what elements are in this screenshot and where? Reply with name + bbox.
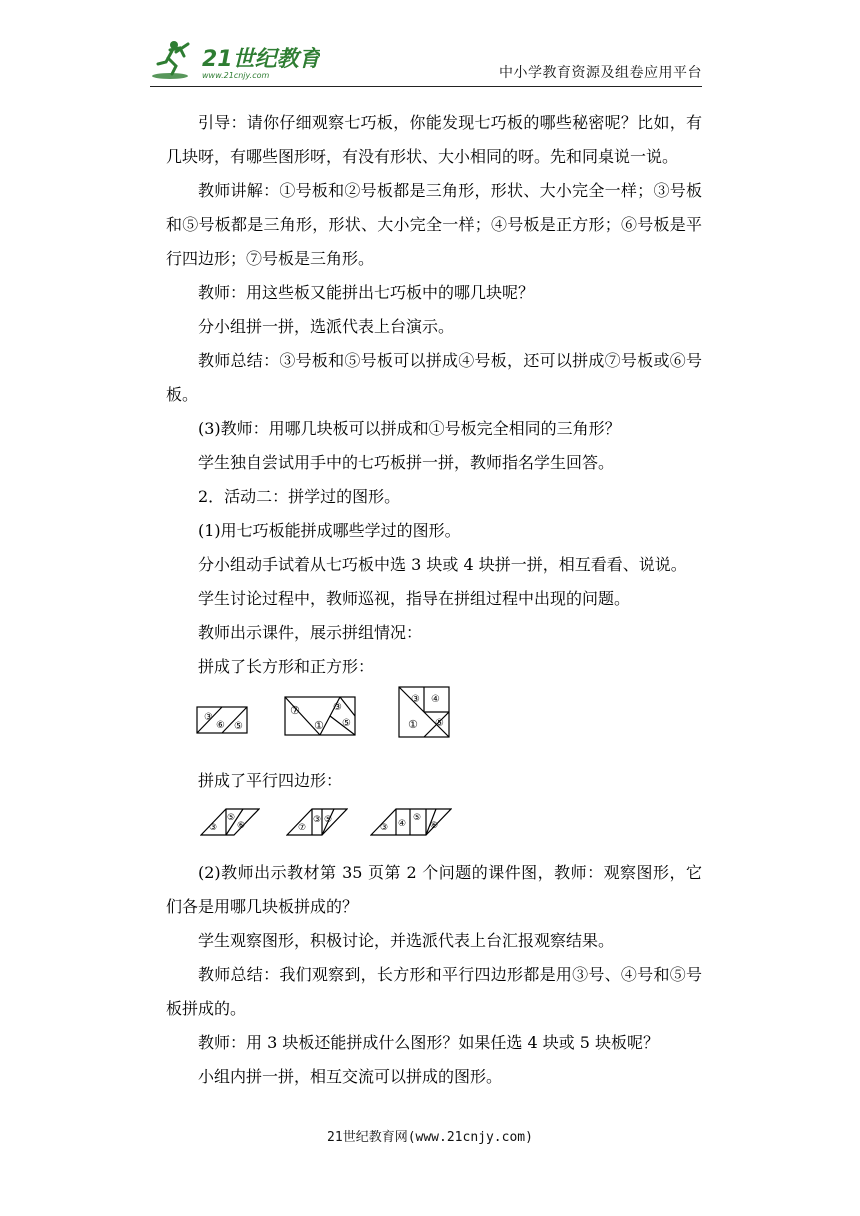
paragraph: 引导：请你仔细观察七巧板，你能发现七巧板的哪些秘密呢？比如，有几块呀，有哪些图形呀，有没有形状、大小相同的呀。先和同桌说一说。	[166, 113, 702, 166]
parallelogram-figure-3	[370, 808, 452, 836]
paragraph: 拼成了平行四边形：	[198, 771, 343, 790]
paragraph: (2)教师出示教材第 35 页第 2 个问题的课件图，教师：观察图形，它们各是用哪几块板拼成的？	[166, 863, 702, 916]
paragraph: (1)用七巧板能拼成哪些学过的图形。	[198, 521, 461, 540]
paragraph: 分小组拼一拼，选派代表上台演示。	[198, 317, 455, 336]
paragraph: 拼成了长方形和正方形：	[198, 657, 375, 676]
platform-title: 中小学教育资源及组卷应用平台	[499, 65, 702, 81]
page-header	[150, 38, 702, 86]
piece-label: ⑦	[298, 823, 307, 833]
piece-label: ⑤	[413, 813, 422, 823]
paragraph: 教师讲解：①号板和②号板都是三角形，形状、大小完全一样；③号板和⑤号板都是三角形，形状、大小完全一样；④号板是正方形；⑥号板是平行四边形；⑦号板是三角形。	[166, 181, 702, 268]
piece-label: ⑦	[290, 704, 300, 717]
paragraph: 教师：用 3 块板还能拼成什么图形？如果任选 4 块或 5 块板呢？	[198, 1033, 660, 1052]
parallelogram-figure-2	[286, 808, 348, 836]
paragraph: 学生讨论过程中，教师巡视，指导在拼组过程中出现的问题。	[198, 589, 631, 608]
paragraph: 教师出示课件，展示拼组情况：	[198, 623, 423, 642]
piece-label: ③	[204, 712, 213, 723]
rectangle-figure-1	[196, 706, 248, 734]
rectangle-figure-2	[284, 696, 356, 736]
piece-label: ⑤	[234, 721, 243, 732]
piece-label: ③	[313, 815, 322, 825]
parallelogram-figure-1	[200, 808, 260, 836]
svg-text:21世纪教育: 21世纪教育	[202, 47, 320, 72]
piece-label: ⑥	[237, 821, 246, 831]
piece-label: ③	[333, 702, 342, 713]
paragraph: 分小组动手试着从七巧板中选 3 块或 4 块拼一拼，相互看看、说说。	[198, 555, 687, 574]
piece-label: ③	[411, 694, 420, 705]
paragraph: 学生观察图形，积极讨论，并选派代表上台汇报观察结果。	[198, 931, 615, 950]
paragraph: 教师：用这些板又能拼出七巧板中的哪几块呢？	[198, 283, 535, 302]
logo-graphic	[150, 38, 320, 82]
paragraph: 教师总结：③号板和⑤号板可以拼成④号板，还可以拼成⑦号板或⑥号板。	[166, 351, 702, 404]
piece-label: ⑤	[435, 718, 444, 729]
paragraph: 小组内拼一拼，相互交流可以拼成的图形。	[198, 1067, 503, 1086]
piece-label: ⑥	[430, 821, 439, 831]
piece-label: ①	[408, 718, 418, 731]
svg-text:www.21cnjy.com: www.21cnjy.com	[202, 71, 270, 80]
paragraph: 教师总结：我们观察到，长方形和平行四边形都是用③号、④号和⑤号板拼成的。	[166, 965, 702, 1018]
piece-label: ⑤	[227, 813, 236, 823]
piece-label: ③	[209, 823, 218, 833]
lesson-content	[166, 106, 702, 1094]
parallelogram-figures	[166, 802, 702, 846]
paragraph: (3)教师：用哪几块板可以拼成和①号板完全相同的三角形？	[198, 419, 621, 438]
piece-label: ①	[314, 719, 324, 732]
piece-label: ⑥	[216, 720, 225, 731]
piece-label: ③	[380, 823, 389, 833]
piece-label: ⑤	[342, 718, 351, 729]
site-logo	[150, 38, 320, 82]
page-footer: 21世纪教育网(www.21cnjy.com)	[327, 1130, 533, 1145]
rectangle-figures	[166, 688, 702, 758]
piece-label: ⑤	[324, 815, 333, 825]
header-divider	[150, 86, 702, 87]
paragraph: 学生独自尝试用手中的七巧板拼一拼，教师指名学生回答。	[198, 453, 615, 472]
paragraph: 2．活动二：拼学过的图形。	[198, 487, 401, 506]
square-figure	[398, 686, 450, 738]
piece-label: ④	[431, 694, 440, 705]
piece-label: ④	[398, 819, 407, 829]
